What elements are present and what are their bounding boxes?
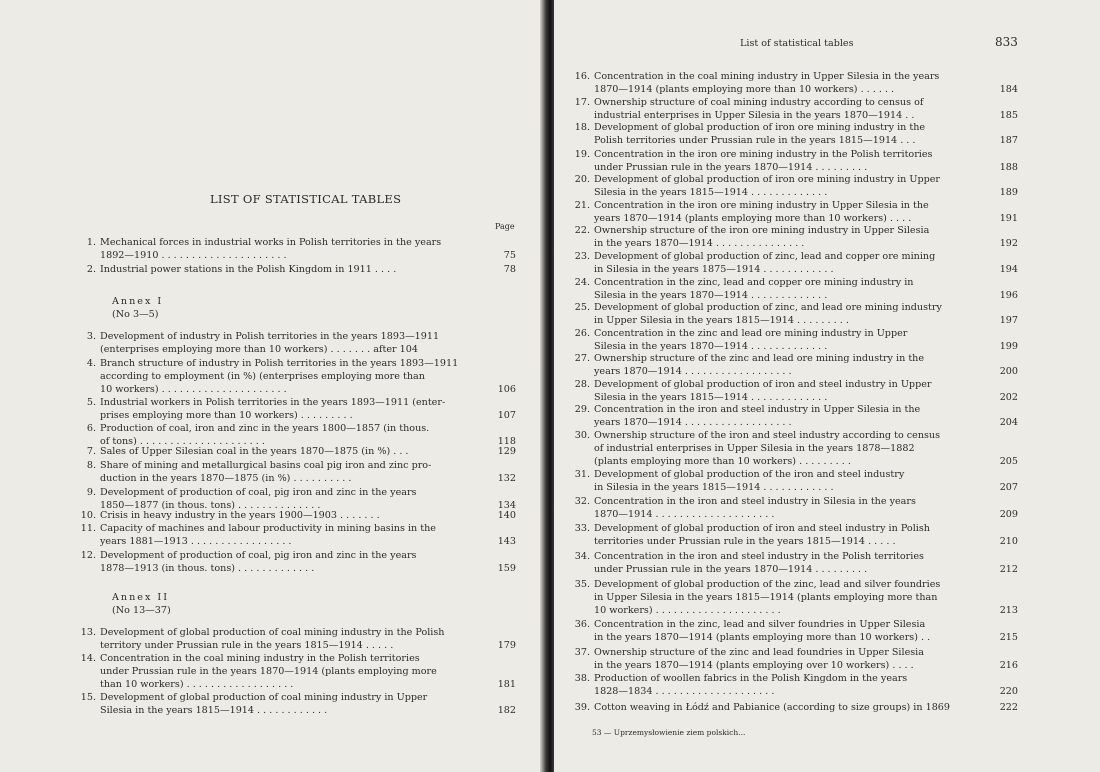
entry-number: 37. [574,647,590,658]
entry-text [100,509,380,522]
entry-number: 15. [80,692,96,703]
entry-line: under Prussian rule in the years 1870—1914 (plants employing more [100,666,437,677]
entry-line: Concentration in the iron ore mining industry in Upper Silesia in the [594,200,929,211]
entry-line: 1828—1834 . . . . . . . . . . . . . . . . . . . . [594,686,775,697]
entry-page: 200 [999,366,1018,377]
entry-text [594,224,929,250]
entry-text [100,626,444,652]
entry-line: (enterprises employing more than 10 workers) . . . . . . . after 104 [100,344,418,355]
entry-page: 118 [497,436,516,447]
entry-number: 12. [80,550,96,561]
entry-page: 188 [999,162,1018,173]
entry-line: in the years 1870—1914 . . . . . . . . . . . . . . . [594,238,805,249]
entry-text [100,549,416,575]
entry-number: 9. [86,487,96,498]
entry-number: 1. [86,237,96,248]
entry-line: Ownership structure of the iron and steel industry according to census [594,430,941,441]
entry-number: 23. [574,251,590,262]
entry-page: 191 [999,213,1018,224]
entry-text [594,618,930,644]
annex-2-heading [112,591,171,617]
entry-line: of tons) . . . . . . . . . . . . . . . . . . . . . [100,436,265,447]
entry-page: 106 [497,384,516,395]
entry-page: 134 [497,500,516,511]
entry-line: Silesia in the years 1815—1914 . . . . . . . . . . . . . [594,187,828,198]
annex-subtitle: (No 13—37) [112,605,171,616]
entry-page: 197 [999,315,1018,326]
entry-number: 18. [574,122,590,133]
entry-text [594,70,939,96]
entry-number: 10. [80,510,96,521]
entry-line: Sales of Upper Silesian coal in the years 1870—1875 (in %) . . . [100,446,409,457]
entry-page: 202 [999,392,1018,403]
entry-line: Development of industry in Polish territories in the years 1893—1911 [100,331,440,342]
entry-line: years 1870—1914 . . . . . . . . . . . . . . . . . . [594,417,792,428]
entry-line: 1878—1913 (in thous. tons) . . . . . . . . . . . . . [100,563,315,574]
entry-number: 24. [574,277,590,288]
entry-number: 29. [574,404,590,415]
entry-number: 26. [574,328,590,339]
entry-text [594,646,924,672]
entry-line: in the years 1870—1914 (plants employing over 10 workers) . . . . [594,660,914,671]
entry-line: Development of global production of iron ore mining industry in Upper [594,174,941,185]
entry-line: Development of global production of the iron and steel industry [594,469,905,480]
entry-text [594,578,940,617]
annex-subtitle: (No 3—5) [112,309,159,320]
entry-line: Concentration in the iron and steel industry in the Polish territories [594,551,924,562]
entry-page: 212 [999,564,1018,575]
entry-text [594,672,907,698]
left-page [0,0,548,772]
entry-line: Ownership structure of coal mining industry according to census of [594,97,924,108]
entry-number: 6. [86,423,96,434]
entry-number: 35. [574,579,590,590]
entry-line: Concentration in the zinc and lead ore mining industry in Upper [594,328,908,339]
entry-line: under Prussian rule in the years 1870—1914 . . . . . . . . . [594,162,868,173]
entry-page: 78 [503,264,516,275]
entry-line: in the years 1870—1914 (plants employing more than 10 workers) . . [594,632,931,643]
entry-text [100,357,458,396]
entry-line: according to employment (in %) (enterprises employing more than [100,371,425,382]
entry-number: 22. [574,225,590,236]
entry-text [594,148,932,174]
entry-text [594,173,940,199]
entry-page: 205 [999,456,1018,467]
entry-text [100,652,437,691]
entry-line: in Silesia in the years 1875—1914 . . . . . . . . . . . . [594,264,834,275]
page-footer: 53 — Uprzemysłowienie ziem polskich... [592,728,746,737]
entry-line: years 1870—1914 . . . . . . . . . . . . . . . . . . [594,366,792,377]
entry-line: Development of global production of iron and steel industry in Polish [594,523,930,534]
entry-number: 25. [574,302,590,313]
entry-text [100,330,439,356]
entry-number: 32. [574,496,590,507]
entry-line: Polish territories under Prussian rule in the years 1815—1914 . . . [594,135,916,146]
entry-line: Silesia in the years 1870—1914 . . . . . . . . . . . . . [594,290,828,301]
entry-text [594,468,904,494]
entry-text [594,550,924,576]
entry-text [100,522,436,548]
entry-number: 2. [86,264,96,275]
entry-line: Silesia in the years 1870—1914 . . . . . . . . . . . . . [594,341,828,352]
entry-line: 1850—1877 (in thous. tons) . . . . . . . . . . . . . . [100,500,321,511]
entry-line: in Silesia in the years 1815—1914 . . . . . . . . . . . . [594,482,834,493]
entry-page: 213 [999,605,1018,616]
entry-number: 16. [574,71,590,82]
entry-text [100,459,431,485]
entry-line: Development of global production of the zinc, lead and silver foundries [594,579,941,590]
annex-1-heading [112,295,163,321]
running-header: List of statistical tables [740,38,854,49]
entry-line: Ownership structure of the zinc and lead foundries in Upper Silesia [594,647,924,658]
entry-line: of industrial enterprises in Upper Silesia in the years 1878—1882 [594,443,915,454]
entry-text [594,701,950,714]
entry-number: 4. [86,358,96,369]
entry-line: Concentration in the iron and steel industry in Upper Silesia in the [594,404,921,415]
entry-number: 5. [86,397,96,408]
entry-number: 13. [80,627,96,638]
entry-page: 215 [999,632,1018,643]
entry-line: Development of global production of zinc, and lead ore mining industry [594,302,942,313]
page-title: LIST OF STATISTICAL TABLES [210,192,402,206]
entry-line: Production of coal, iron and zinc in the years 1800—1857 (in thous. [100,423,430,434]
entry-text [594,495,916,521]
entry-page: 182 [497,705,516,716]
entry-line: territory under Prussian rule in the years 1815—1914 . . . . . [100,640,394,651]
entry-page: 143 [497,536,516,547]
entry-line: 10 workers) . . . . . . . . . . . . . . . . . . . . . [594,605,781,616]
entry-line: duction in the years 1870—1875 (in %) . . . . . . . . . . [100,473,352,484]
entry-page: 196 [999,290,1018,301]
entry-line: Development of global production of iron and steel industry in Upper [594,379,932,390]
entry-line: industrial enterprises in Upper Silesia in the years 1870—1914 . . [594,110,915,121]
entry-number: 33. [574,523,590,534]
entry-line: Industrial power stations in the Polish Kingdom in 1911 . . . . [100,264,397,275]
entry-page: 187 [999,135,1018,146]
entry-page: 107 [497,410,516,421]
entry-number: 28. [574,379,590,390]
entry-text [594,301,942,327]
entry-line: Mechanical forces in industrial works in Polish territories in the years [100,237,442,248]
entry-line: Branch structure of industry in Polish territories in the years 1893—1911 [100,358,459,369]
entry-text [594,522,930,548]
entry-line: Cotton weaving in Łódź and Pabianice (according to size groups) in 1869 [594,702,950,713]
entry-text [594,327,907,353]
entry-line: Concentration in the iron and steel industry in Silesia in the years [594,496,916,507]
entry-page: 199 [999,341,1018,352]
entry-line: years 1870—1914 (plants employing more than 10 workers) . . . . [594,213,912,224]
entry-line: Development of global production of iron ore mining industry in the [594,122,926,133]
entry-number: 21. [574,200,590,211]
entry-line: in Upper Silesia in the years 1815—1914 . . . . . . . . . [594,315,849,326]
entry-number: 7. [86,446,96,457]
entry-line: Concentration in the zinc, lead and silver foundries in Upper Silesia [594,619,926,630]
entry-number: 27. [574,353,590,364]
entry-line: 1892—1910 . . . . . . . . . . . . . . . . . . . . . [100,250,287,261]
entry-line: Silesia in the years 1815—1914 . . . . . . . . . . . . [100,705,328,716]
entry-line: (plants employing more than 10 workers) . . . . . . . . . [594,456,851,467]
entry-page: 194 [999,264,1018,275]
annex-title: Annex I [112,296,164,307]
entry-page: 222 [999,702,1018,713]
entry-line: Development of global production of coal mining industry in Upper [100,692,428,703]
entry-page: 185 [999,110,1018,121]
entry-line: Ownership structure of the zinc and lead ore mining industry in the [594,353,925,364]
entry-line: Ownership structure of the iron ore mining industry in Upper Silesia [594,225,930,236]
entry-line: 1870—1914 (plants employing more than 10 workers) . . . . . . [594,84,895,95]
entry-number: 11. [80,523,96,534]
entry-page: 189 [999,187,1018,198]
entry-line: Concentration in the coal mining industry in the Polish territories [100,653,420,664]
entry-page: 192 [999,238,1018,249]
entry-text [100,236,441,262]
entry-text [100,691,427,717]
entry-line: than 10 workers) . . . . . . . . . . . . . . . . . . [100,679,294,690]
entry-page: 207 [999,482,1018,493]
entry-number: 20. [574,174,590,185]
entry-page: 220 [999,686,1018,697]
entry-line: Concentration in the iron ore mining industry in the Polish territories [594,149,933,160]
entry-number: 38. [574,673,590,684]
entry-number: 30. [574,430,590,441]
entry-line: Development of global production of zinc, lead and copper ore mining [594,251,936,262]
entry-text [594,429,940,468]
entry-text [594,121,925,147]
entry-text [594,378,931,404]
page-column-label: Page [495,222,515,231]
entry-line: Industrial workers in Polish territories in the years 1893—1911 (enter- [100,397,446,408]
entry-number: 34. [574,551,590,562]
entry-page: 159 [497,563,516,574]
entry-number: 14. [80,653,96,664]
entry-page: 210 [999,536,1018,547]
entry-number: 17. [574,97,590,108]
entry-text [594,352,924,378]
entry-line: Development of production of coal, pig iron and zinc in the years [100,550,417,561]
entry-number: 36. [574,619,590,630]
entry-line: under Prussian rule in the years 1870—1914 . . . . . . . . . [594,564,868,575]
entry-line: in Upper Silesia in the years 1815—1914 (plants employing more than [594,592,938,603]
entry-line: 10 workers) . . . . . . . . . . . . . . . . . . . . . [100,384,287,395]
annex-title: Annex II [112,592,170,603]
entry-page: 75 [503,250,516,261]
entry-page: 209 [999,509,1018,520]
entry-text [100,263,396,276]
entry-line: Development of production of coal, pig iron and zinc in the years [100,487,417,498]
entry-line: Silesia in the years 1815—1914 . . . . . . . . . . . . . [594,392,828,403]
entry-page: 179 [497,640,516,651]
entry-line: 1870—1914 . . . . . . . . . . . . . . . . . . . . [594,509,775,520]
entry-number: 19. [574,149,590,160]
entry-line: Production of woollen fabrics in the Polish Kingdom in the years [594,673,908,684]
entry-page: 181 [497,679,516,690]
entry-text [594,276,913,302]
entry-page: 129 [497,446,516,457]
entry-text [594,403,920,429]
entry-line: Development of global production of coal mining industry in the Polish [100,627,445,638]
entry-line: years 1881—1913 . . . . . . . . . . . . . . . . . [100,536,292,547]
entry-text [594,199,929,225]
entry-page: 216 [999,660,1018,671]
entry-text [100,396,445,422]
entry-line: prises employing more than 10 workers) . . . . . . . . . [100,410,353,421]
entry-page: 184 [999,84,1018,95]
entry-page: 132 [497,473,516,484]
entry-page: 140 [497,510,516,521]
entry-number: 39. [574,702,590,713]
entry-line: Crisis in heavy industry in the years 1900—1903 . . . . . . . [100,510,380,521]
entry-text [594,250,935,276]
entry-page: 204 [999,417,1018,428]
page-number: 833 [995,35,1018,49]
entry-number: 3. [86,331,96,342]
entry-number: 31. [574,469,590,480]
entry-line: Concentration in the zinc, lead and copper ore mining industry in [594,277,914,288]
entry-text [100,445,409,458]
entry-line: Concentration in the coal mining industry in Upper Silesia in the years [594,71,940,82]
entry-number: 8. [86,460,96,471]
entry-text [594,96,923,122]
entry-line: Capacity of machines and labour productivity in mining basins in the [100,523,436,534]
entry-line: Share of mining and metallurgical basins coal pig iron and zinc pro- [100,460,432,471]
entry-line: territories under Prussian rule in the years 1815—1914 . . . . . [594,536,896,547]
